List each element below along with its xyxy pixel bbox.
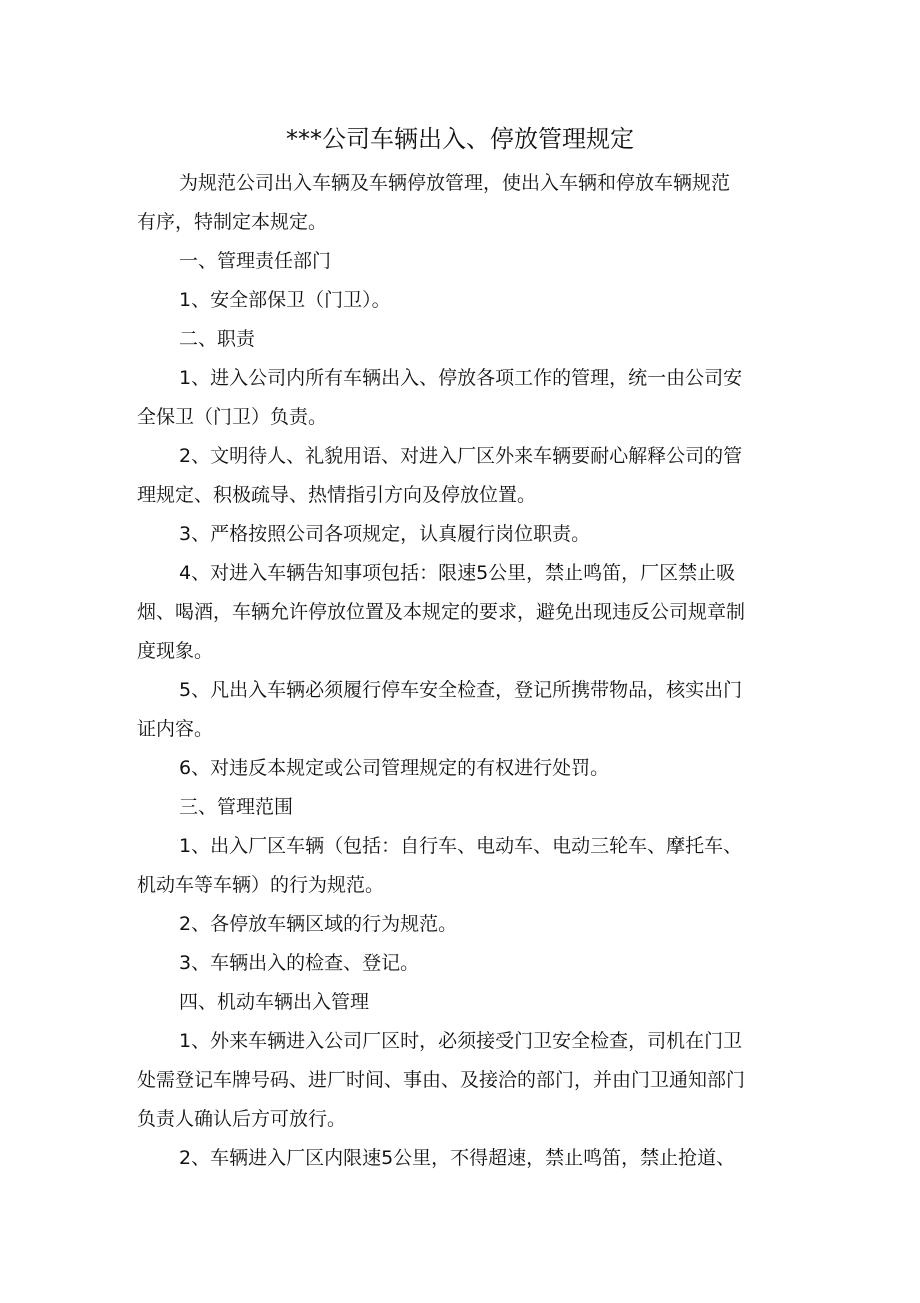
paragraph-line: 2、各停放车辆区域的行为规范。 xyxy=(179,913,458,935)
section-heading: 四、机动车辆出入管理 xyxy=(179,991,370,1013)
paragraph-line: 6、对违反本规定或公司管理规定的有权进行处罚。 xyxy=(179,757,610,779)
paragraph-line: 4、对进入车辆告知事项包括：限速5公里，禁止鸣笛，厂区禁止吸 xyxy=(179,562,736,584)
paragraph-line: 1、安全部保卫（门卫）。 xyxy=(179,289,391,311)
paragraph-line: 证内容。 xyxy=(137,718,214,740)
paragraph-line: 有序，特制定本规定。 xyxy=(137,211,328,233)
paragraph-line: 全保卫（门卫）负责。 xyxy=(137,406,328,428)
section-heading: 三、管理范围 xyxy=(179,796,294,818)
paragraph-line: 烟、喝酒，车辆允许停放位置及本规定的要求，避免出现违反公司规章制 xyxy=(137,601,746,623)
paragraph-line: 2、文明待人、礼貌用语、对进入厂区外来车辆要耐心解释公司的管 xyxy=(179,445,743,467)
paragraph-line: 3、车辆出入的检查、登记。 xyxy=(179,952,420,974)
paragraph-line: 机动车等车辆）的行为规范。 xyxy=(137,874,385,896)
paragraph-line: 1、进入公司内所有车辆出入、停放各项工作的管理，统一由公司安 xyxy=(179,367,743,389)
paragraph-line: 3、严格按照公司各项规定，认真履行岗位职责。 xyxy=(179,523,591,545)
paragraph-line: 理规定、积极疏导、热情指引方向及停放位置。 xyxy=(137,484,537,506)
paragraph-line: 2、车辆进入厂区内限速5公里，不得超速，禁止鸣笛，禁止抢道、 xyxy=(179,1147,736,1169)
section-heading: 二、职责 xyxy=(179,328,256,350)
paragraph-line: 1、外来车辆进入公司厂区时，必须接受门卫安全检查，司机在门卫 xyxy=(179,1030,743,1052)
paragraph-line: 5、凡出入车辆必须履行停车安全检查，登记所携带物品，核实出门 xyxy=(179,679,743,701)
paragraph-line: 负责人确认后方可放行。 xyxy=(137,1108,347,1130)
paragraph-line: 1、出入厂区车辆（包括：自行车、电动车、电动三轮车、摩托车、 xyxy=(179,835,743,857)
document-title: ***公司车辆出入、停放管理规定 xyxy=(286,125,634,153)
paragraph-line: 度现象。 xyxy=(137,640,214,662)
section-heading: 一、管理责任部门 xyxy=(179,250,332,272)
paragraph-line: 处需登记车牌号码、进厂时间、事由、及接洽的部门，并由门卫通知部门 xyxy=(137,1069,746,1091)
paragraph-line: 为规范公司出入车辆及车辆停放管理，使出入车辆和停放车辆规范 xyxy=(179,172,731,194)
